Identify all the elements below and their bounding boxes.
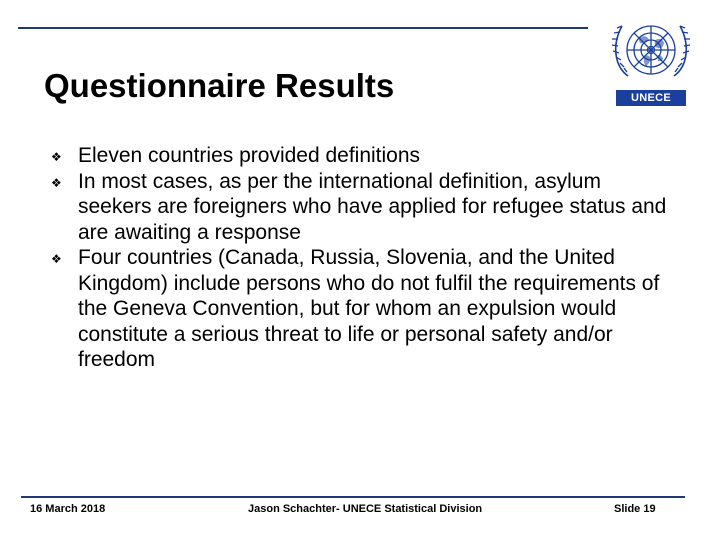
diamond-bullet-icon: ❖ xyxy=(51,252,62,266)
slide-title: Questionnaire Results xyxy=(44,67,395,104)
bullet-list xyxy=(48,143,668,373)
footer-date: 16 March 2018 xyxy=(30,503,106,515)
diamond-bullet-icon: ❖ xyxy=(51,175,62,190)
bullet-item xyxy=(48,143,668,169)
unece-logo-label: UNECE xyxy=(616,90,686,106)
footer-author: Jason Schachter- UNECE Statistical Division xyxy=(248,503,483,515)
bullet-text: In most cases, as per the international definition, asylum seekers are foreigners who have applied for refugee status and are awaiting a response xyxy=(78,169,667,244)
slide-number: Slide 19 xyxy=(614,503,656,515)
bullet-item xyxy=(48,169,668,246)
bullet-item xyxy=(48,245,668,373)
un-emblem-icon xyxy=(608,14,694,86)
header-divider xyxy=(18,27,588,29)
bullet-text: Four countries (Canada, Russia, Slovenia, and the United Kingdom) include persons who do not fulfil the requirements of the Geneva Convention, but for whom an expulsion would constitute a serious threat to life or personal safety and/or freedom xyxy=(78,246,660,371)
unece-logo xyxy=(604,14,698,106)
bullet-text: Eleven countries provided definitions xyxy=(78,144,421,167)
diamond-bullet-icon: ❖ xyxy=(51,150,62,164)
footer-divider xyxy=(21,496,685,498)
